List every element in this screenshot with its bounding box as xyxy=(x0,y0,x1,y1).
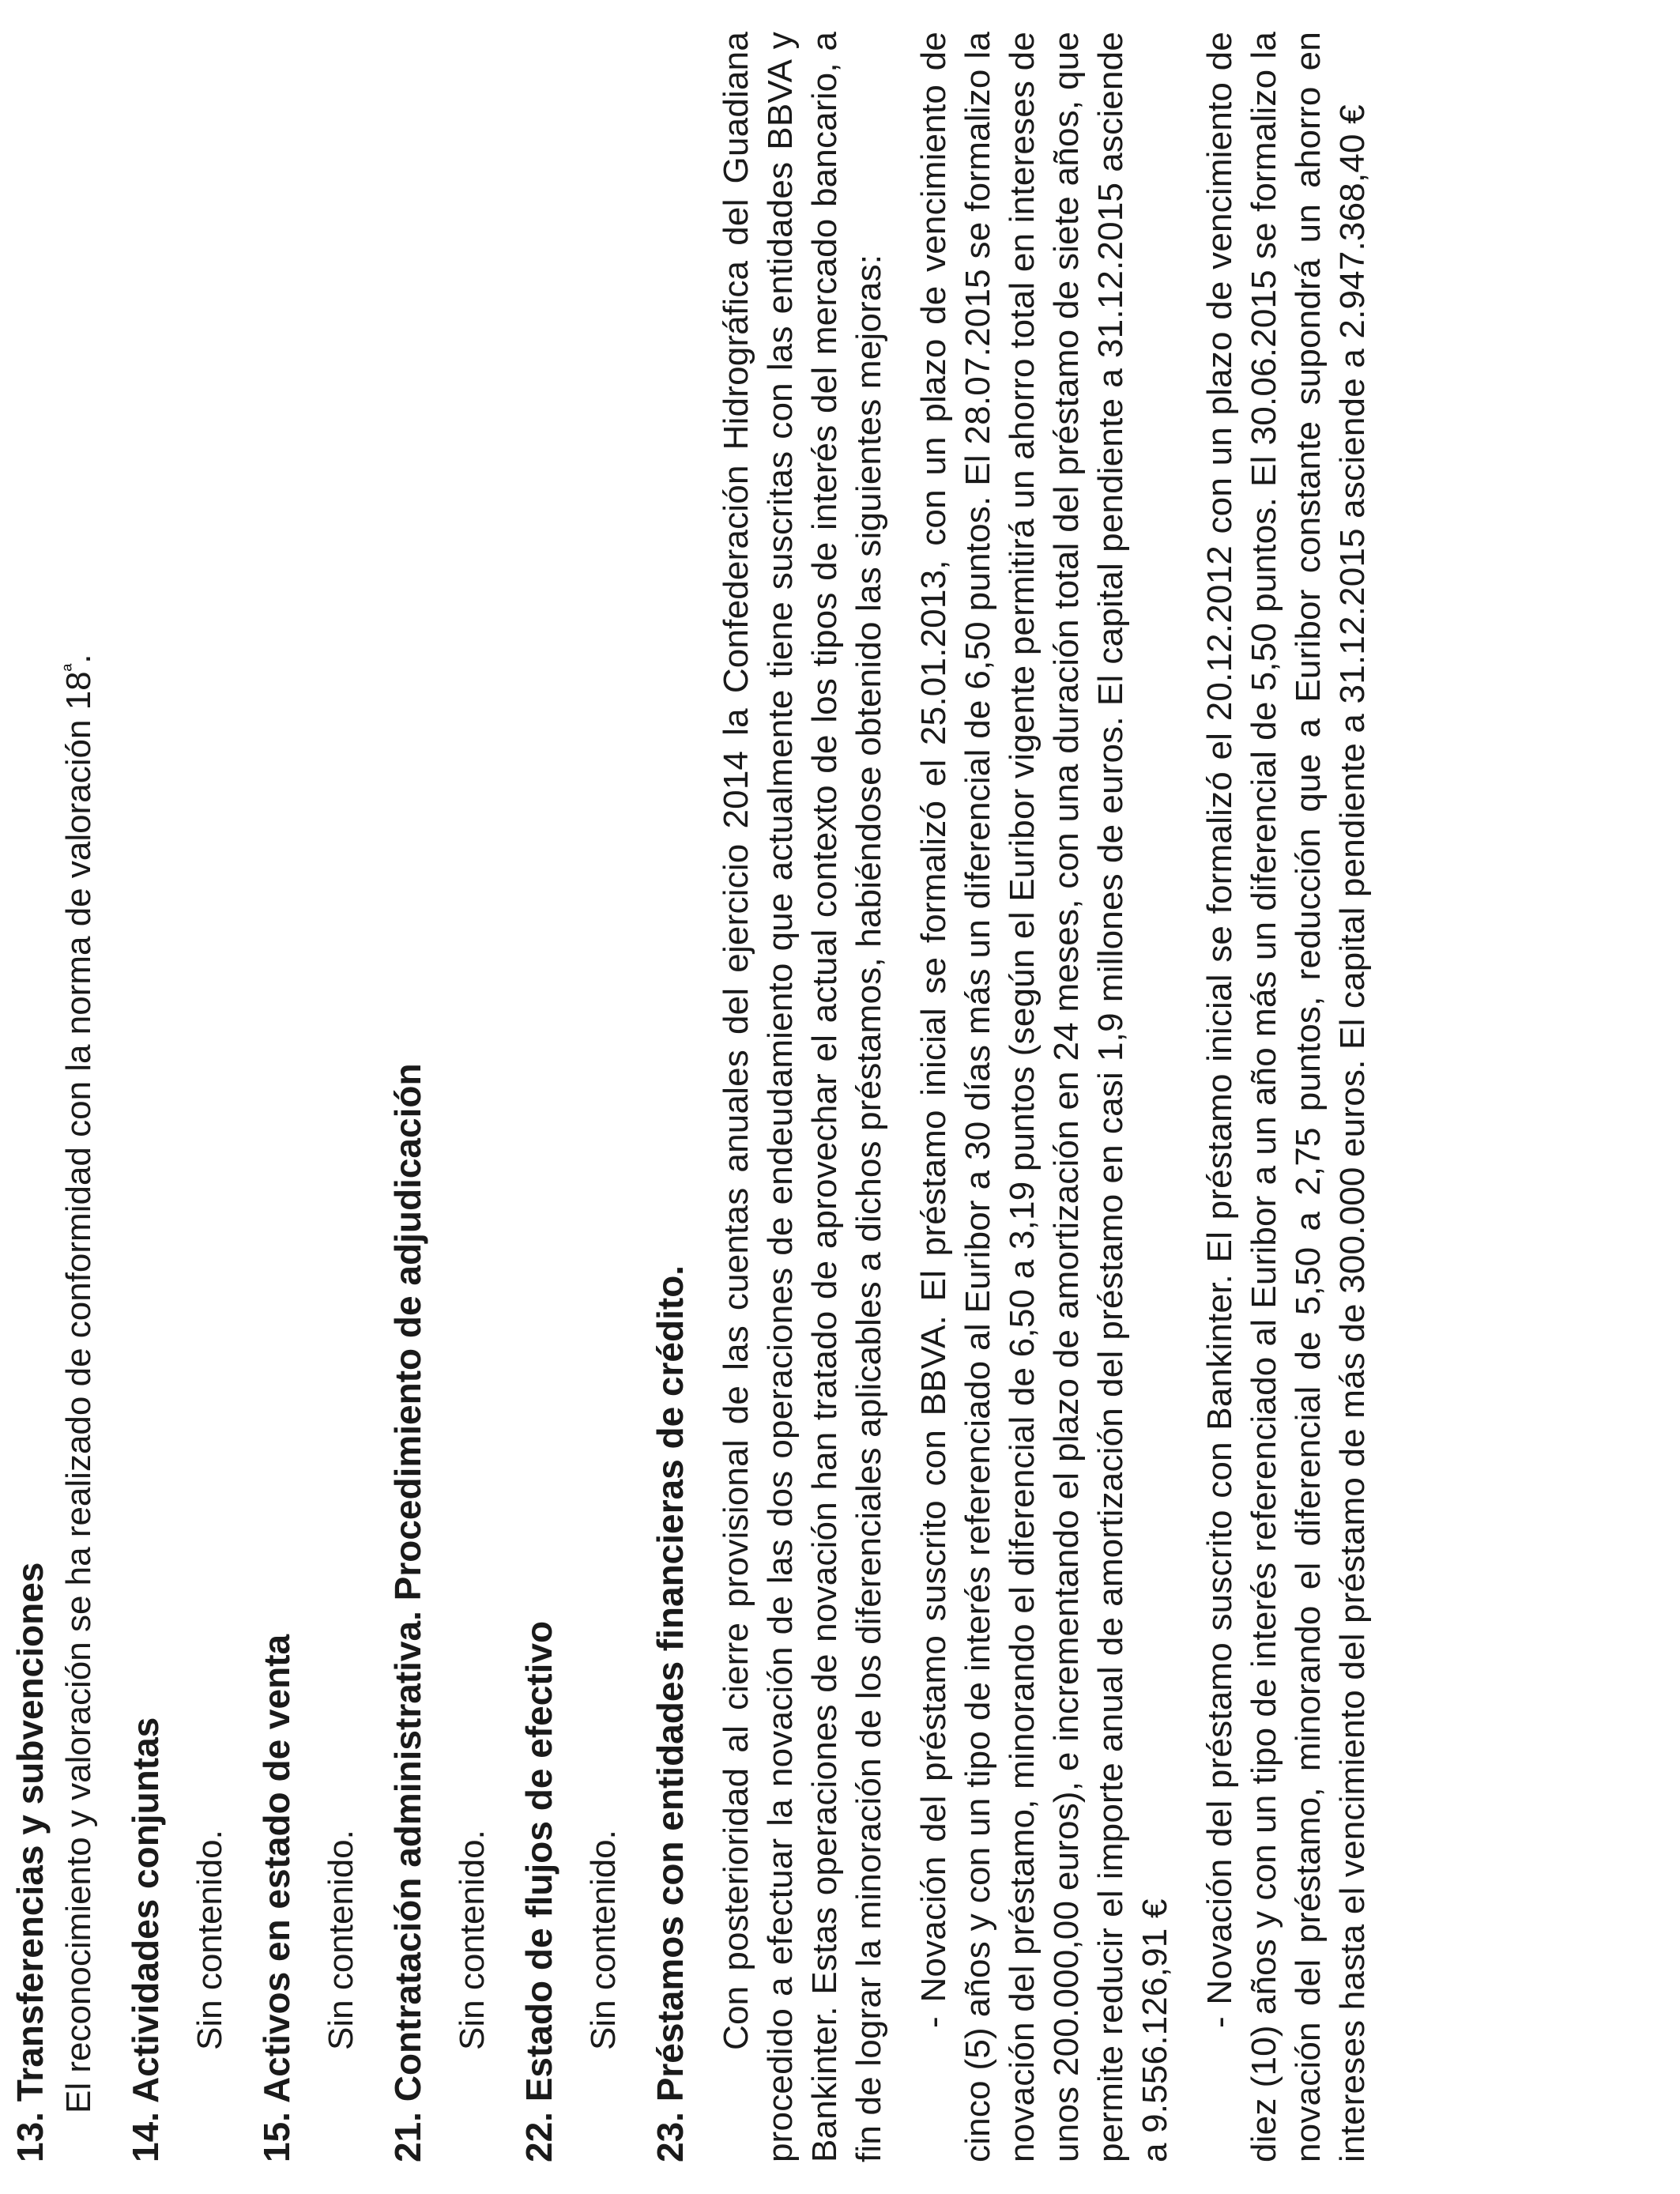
section-23 xyxy=(646,32,1375,2162)
section-15 xyxy=(253,32,363,2162)
section-heading: 13. Transferencias y subvenciones xyxy=(9,1562,51,2162)
section-text: El reconocimiento y valoración se ha realizado de conformidad con la norma de valoración $18^ª$. xyxy=(58,654,98,2113)
intro-paragraph: Con posterioridad al cierre provisional de las cuentas anuales del ejercicio 2014 la Confederación Hidrográfica del Guadiana procedido a efectuar la novación de las dos operaciones de endeudamiento que actualmente tiene suscritas con las entidades BBVA y Bankinter. Estas operaciones de novación han tratado de aprovechar el actual contexto de los tipos de interés del mercado bancario, a fin de lograr la minoración de los diferenciales aplicables a dichos préstamos, habiéndose obtenido las siguientes mejoras: xyxy=(717,32,888,2162)
section-heading: 14. Actividades conjuntas xyxy=(125,1717,166,2162)
section-14 xyxy=(122,32,232,2162)
section-13 xyxy=(6,32,101,2162)
section-text: Sin contenido. xyxy=(453,1830,492,2050)
section-21 xyxy=(384,32,495,2162)
bbva-loan-paragraph: - Novación del préstamo suscrito con BBVA. El préstamo inicial se formalizó el 25.01.2013, con un plazo de vencimiento de cinco (5) años y con un tipo de interés referenciado al Euribor a 30 días más un diferencial de 6,50 puntos. El 28.07.2015 se formalizo la novación del préstamo, minorando el diferencial de 6,50 a 3,19 puntos (según el Euribor vigente permitirá un ahorro total en intereses de unos 200.000,00 euros), e incrementando el plazo de amortización en 24 meses, con una duración total del préstamo de siete años, que permite reducir el importe anual de amortización del préstamo en casi 1,9 millones de euros. El capital pendiente a 31.12.2015 asciende a 9.556.126,91 € xyxy=(914,32,1174,2162)
section-heading: 23. Préstamos con entidades financieras de crédito. xyxy=(650,1265,691,2162)
bankinter-loan-paragraph: - Novación del préstamo suscrito con Bankinter. El préstamo inicial se formalizó el 20.12.2012 con un plazo de vencimiento de diez (10) años y con un tipo de interés referenciado al Euribor a un año más un diferencial de 5,50 puntos. El 30.06.2015 se formalizo la novación del préstamo, minorando el diferencial de 5,50 a 2,75 puntos, reducción que a Euribor constante supondrá un ahorro en intereses hasta el vencimiento del préstamo de más de 300.000 euros. El capital pendiente a 31.12.2015 asciende a 2.947.368,40 € xyxy=(1200,32,1372,2162)
section-text: Sin contenido. xyxy=(190,1830,229,2050)
section-text: Sin contenido. xyxy=(584,1830,623,2050)
section-heading: 15. Activos en estado de venta xyxy=(256,1634,297,2162)
section-heading: 22. Estado de flujos de efectivo xyxy=(518,1620,559,2162)
section-22 xyxy=(515,32,626,2162)
section-heading: 21. Contratación administrativa. Procedimiento de adjudicación xyxy=(387,1063,428,2162)
section-text: Sin contenido. xyxy=(322,1830,360,2050)
